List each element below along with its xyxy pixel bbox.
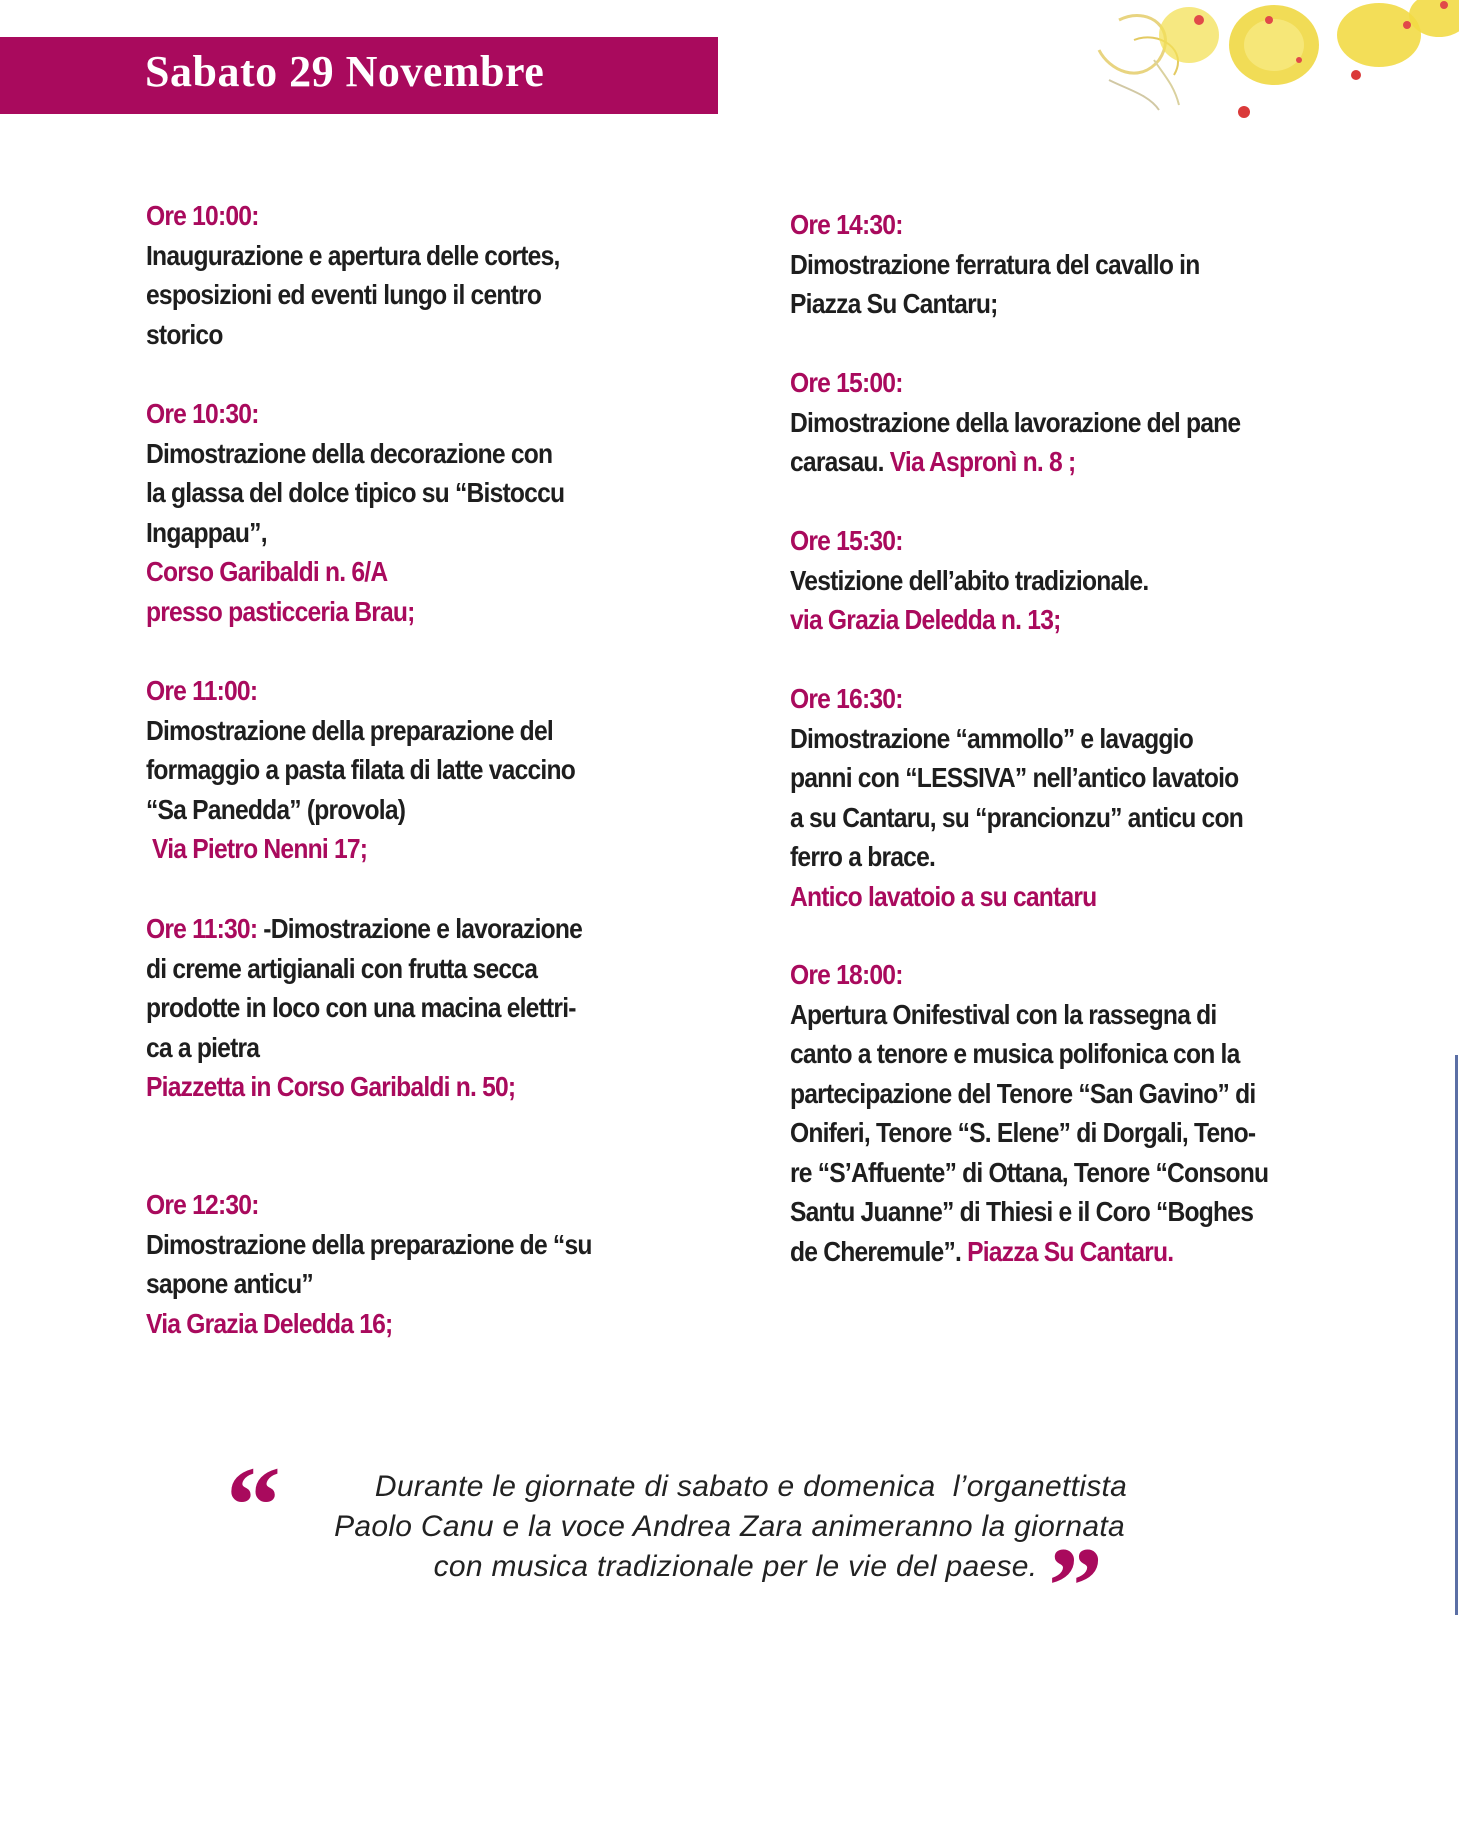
event-time: Ore 18:00: bbox=[790, 959, 903, 990]
event-description: Piazza Su Cantaru; bbox=[790, 288, 998, 319]
event-description: Dimostrazione della decorazione con bbox=[146, 437, 553, 469]
event-1230 bbox=[146, 1185, 652, 1343]
event-description: ferro a brace. bbox=[790, 841, 936, 872]
event-time-row bbox=[146, 909, 582, 949]
event-time: Ore 11:00: bbox=[146, 675, 258, 706]
event-location: Via Grazia Deledda 16; bbox=[146, 1307, 393, 1339]
event-description: esposizioni ed eventi lungo il centro bbox=[146, 279, 542, 310]
event-description: Dimostrazione “ammollo” e lavaggio bbox=[790, 722, 1193, 754]
event-location: Antico lavatoio a su cantaru bbox=[790, 880, 1097, 912]
event-description: prodotte in loco con una macina elettri- bbox=[146, 992, 576, 1023]
quote-line: Paolo Canu e la voce Andrea Zara animeranno la giornata bbox=[334, 1510, 1125, 1543]
event-time: Ore 10:00: bbox=[146, 200, 259, 231]
event-1500 bbox=[790, 363, 1302, 482]
event-description: a su Cantaru, su “prancionzu” anticu con bbox=[790, 801, 1243, 833]
event-1630 bbox=[790, 679, 1305, 916]
event-description: Dimostrazione ferratura del cavallo in bbox=[790, 248, 1200, 280]
event-description: di creme artigianali con frutta secca bbox=[146, 952, 538, 984]
event-description: Ingappau”, bbox=[146, 516, 267, 548]
close-quote-icon: ” bbox=[1048, 1525, 1093, 1647]
decorative-sweets-icon bbox=[1039, 0, 1459, 130]
open-quote-icon: “ bbox=[226, 1444, 271, 1566]
quote-line: con musica tradizionale per le vie del paese. bbox=[433, 1550, 1038, 1583]
page-title: Sabato 29 Novembre bbox=[145, 47, 545, 96]
event-description: Inaugurazione e apertura delle cortes, bbox=[146, 239, 560, 271]
event-description: storico bbox=[146, 318, 223, 350]
event-description: la glassa del dolce tipico su “Bistoccu bbox=[146, 477, 565, 508]
event-location: Corso Garibaldi n. 6/A bbox=[146, 556, 388, 587]
event-description: Vestizione dell’abito tradizionale. bbox=[790, 564, 1149, 596]
event-description: Dimostrazione della preparazione de “su bbox=[146, 1228, 592, 1260]
event-1430 bbox=[790, 205, 1255, 324]
event-description: re “S’Affuente” di Ottana, Tenore “Consonu bbox=[790, 1156, 1269, 1188]
event-description: panni con “LESSIVA” nell’antico lavatoio bbox=[790, 762, 1239, 793]
event-description: carasau. bbox=[790, 446, 890, 477]
music-quote bbox=[0, 1444, 1459, 1647]
event-description: Santu Juanne” di Thiesi e il Coro “Boghes bbox=[790, 1196, 1254, 1227]
event-1030 bbox=[146, 394, 621, 631]
event-time: Ore 10:30: bbox=[146, 398, 259, 429]
event-location: Via Aspronì n. 8 ; bbox=[889, 446, 1076, 477]
event-location: Piazza Su Cantaru. bbox=[967, 1235, 1174, 1267]
event-description: partecipazione del Tenore “San Gavino” di bbox=[790, 1077, 1256, 1109]
event-description-row bbox=[790, 442, 1240, 482]
event-location: Piazzetta in Corso Garibaldi n. 50; bbox=[146, 1071, 516, 1102]
quote-line: Durante le giornate di sabato e domenica l’organettista bbox=[374, 1470, 1128, 1503]
event-time: Ore 16:30: bbox=[790, 683, 903, 714]
event-time: Ore 15:30: bbox=[790, 525, 903, 556]
event-time: Ore 11:30: bbox=[146, 913, 258, 944]
event-location: via Grazia Deledda n. 13; bbox=[790, 604, 1061, 635]
event-description-row bbox=[790, 1232, 1268, 1272]
event-time: Ore 15:00: bbox=[790, 367, 903, 398]
event-description: sapone anticu” bbox=[146, 1268, 313, 1299]
event-description: Oniferi, Tenore “S. Elene” di Dorgali, Teno- bbox=[790, 1117, 1256, 1148]
event-1130 bbox=[146, 909, 642, 1107]
event-location: presso pasticceria Brau; bbox=[146, 595, 415, 627]
event-description: ca a pietra bbox=[146, 1031, 260, 1063]
event-description: Dimostrazione della lavorazione del pane bbox=[790, 406, 1241, 438]
event-time: Ore 14:30: bbox=[790, 209, 903, 240]
event-description: Apertura Onifestival con la rassegna di bbox=[790, 998, 1217, 1030]
event-1530 bbox=[790, 521, 1197, 640]
event-description: Dimostrazione della preparazione del bbox=[146, 714, 553, 746]
event-1800 bbox=[790, 955, 1334, 1271]
event-description: de Cheremule”. bbox=[790, 1235, 968, 1267]
event-1000 bbox=[146, 196, 616, 354]
event-description: “Sa Panedda” (provola) bbox=[146, 793, 406, 825]
event-1100 bbox=[146, 671, 633, 869]
event-description: -Dimostrazione e lavorazione bbox=[257, 913, 583, 944]
event-description: formaggio a pasta filata di latte vaccino bbox=[146, 754, 575, 785]
event-time: Ore 12:30: bbox=[146, 1189, 259, 1220]
event-location: Via Pietro Nenni 17; bbox=[146, 833, 368, 864]
event-description: canto a tenore e musica polifonica con la bbox=[790, 1038, 1240, 1069]
